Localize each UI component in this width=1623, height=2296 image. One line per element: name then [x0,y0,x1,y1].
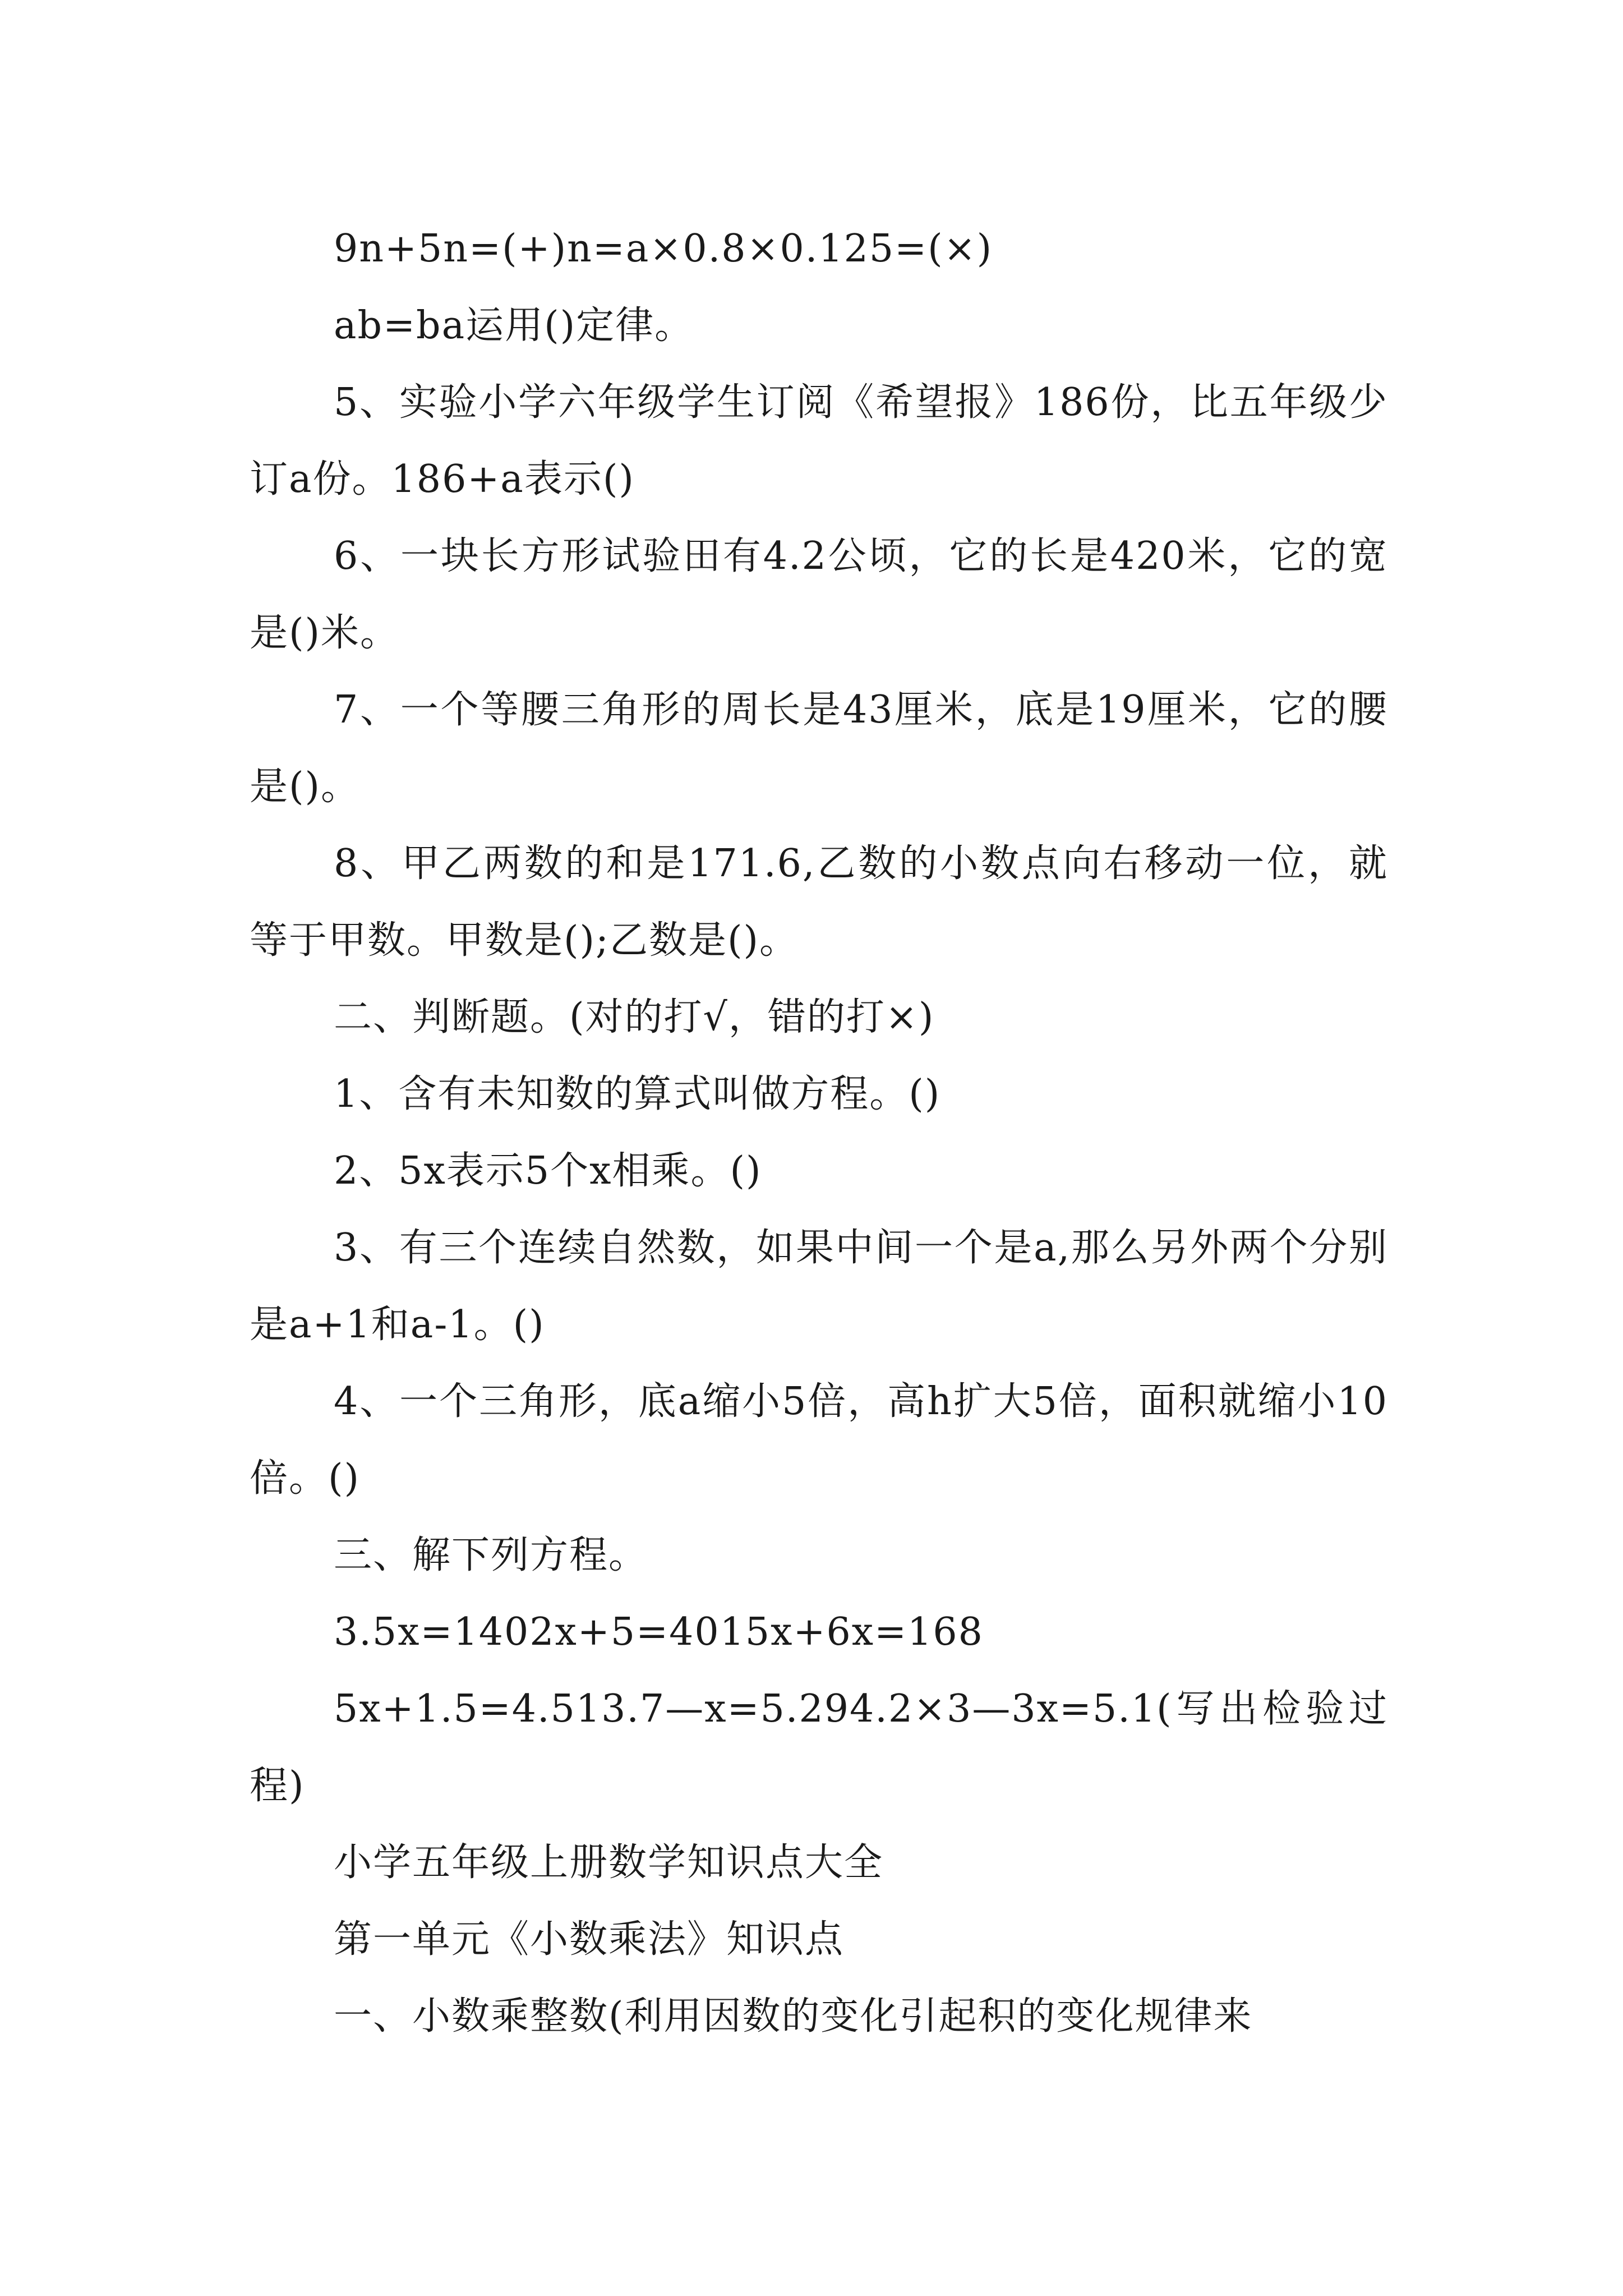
section-heading: 第一单元《小数乘法》知识点 [334,1917,845,1962]
paragraph: 一、小数乘整数(利用因数的变化引起积的变化规律来 [334,1994,1253,2039]
paragraph: 3、有三个连续自然数，如果中间一个是a,那么另外两个分别是a+1和a-1。() [250,1226,1388,1347]
paragraph: 3.5x=1402x+5=4015x+6x=168 [334,1610,984,1654]
paragraph: 9n+5n=(+)n=a×0.8×0.125=(×) [334,227,993,271]
paragraph: 5、实验小学六年级学生订阅《希望报》186份，比五年级少订a份。186+a表示() [250,380,1388,501]
paragraph: 7、一个等腰三角形的周长是43厘米，底是19厘米，它的腰是()。 [250,688,1388,809]
paragraph: 2、5x表示5个x相乘。() [334,1149,762,1193]
paragraph: 8、甲乙两数的和是171.6,乙数的小数点向右移动一位，就等于甲数。甲数是();乙数是()。 [250,841,1388,963]
paragraph: 6、一块长方形试验田有4.2公顷，它的长是420米，它的宽是()米。 [250,534,1388,655]
paragraph: 1、含有未知数的算式叫做方程。() [334,1072,941,1116]
section-heading: 二、判断题。(对的打√，错的打×) [334,995,935,1039]
document-body [250,210,1388,2055]
paragraph: 4、一个三角形，底a缩小5倍，高h扩大5倍，面积就缩小10倍。() [250,1379,1388,1501]
document-title: 小学五年级上册数学知识点大全 [334,1841,884,1885]
section-heading: 三、解下列方程。 [334,1533,648,1577]
paragraph: 5x+1.5=4.513.7—x=5.294.2×3—3x=5.1(写出检验过程) [250,1687,1388,1808]
paragraph: ab=ba运用()定律。 [334,303,694,348]
